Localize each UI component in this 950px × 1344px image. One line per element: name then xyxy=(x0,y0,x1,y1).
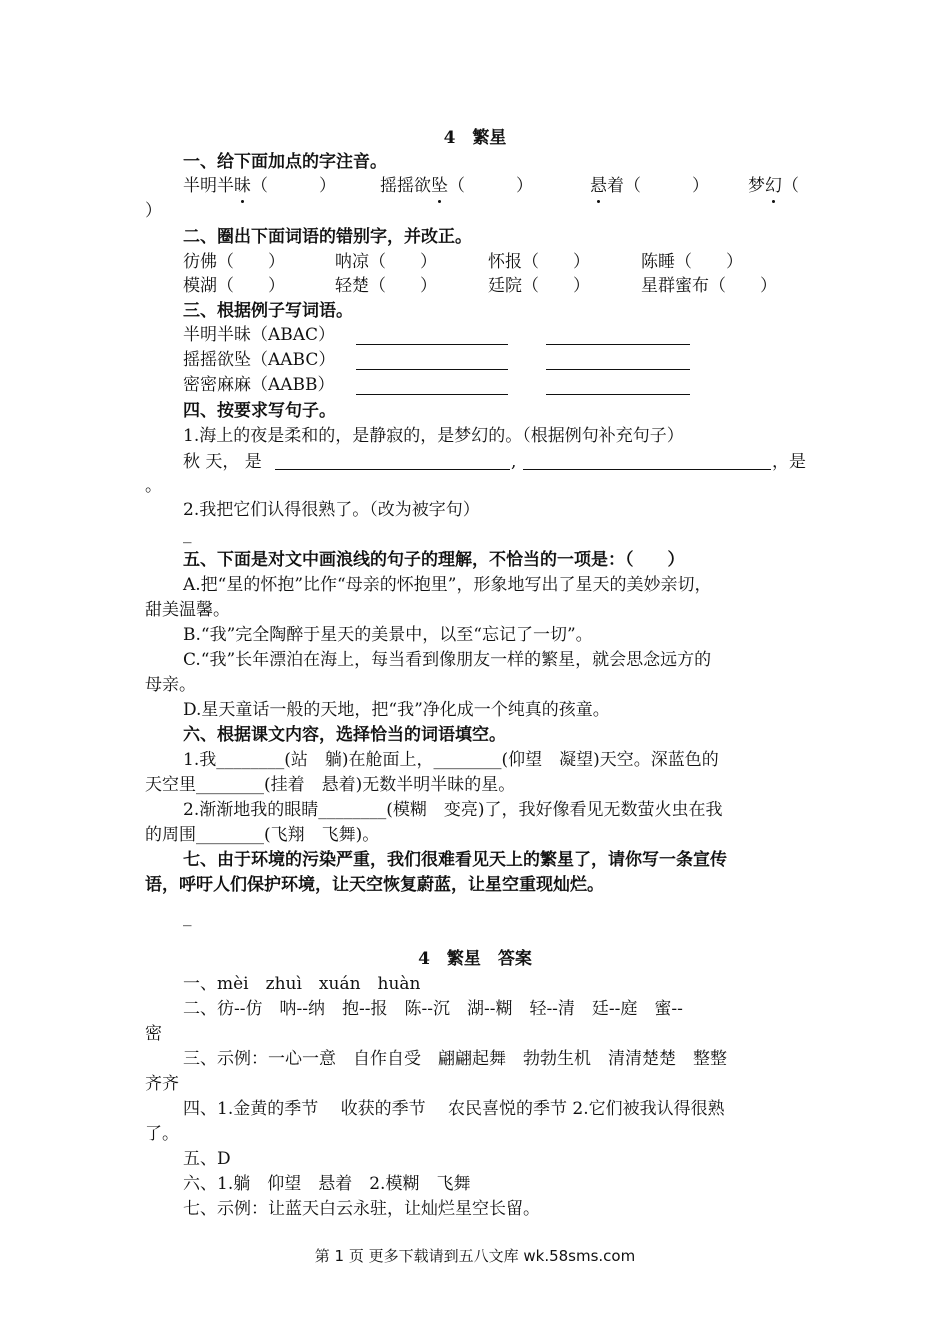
q2-item: 星群蜜布（ ） xyxy=(641,276,777,296)
q3-heading: 三、根据例子写词语。 xyxy=(183,301,353,321)
q7-heading-1: 七、由于环境的污染严重，我们很难看见天上的繁星了，请你写一条宣传 xyxy=(183,850,727,870)
answer-line[interactable] xyxy=(546,394,690,395)
q5-option-a-cont: 甜美温馨。 xyxy=(145,600,230,620)
q4-fill-end: 。 xyxy=(145,476,162,496)
q6-line-1: 1.我________(站 躺)在舱面上，________(仰望 凝望)天空。深蓝色的 xyxy=(183,750,719,770)
q1-word-3-text: 着 xyxy=(607,176,624,196)
q2-heading: 二、圈出下面词语的错别字，并改正。 xyxy=(183,227,472,247)
answer-line[interactable] xyxy=(356,344,508,345)
q4-blank[interactable]: _ xyxy=(183,524,192,544)
answer-3-cont: 齐齐 xyxy=(145,1074,179,1094)
q1-word-2-paren: （ ） xyxy=(448,176,533,196)
answer-1: 一、mèi zhuì xuán huàn xyxy=(183,974,421,994)
q4-fill-suffix: ，是 xyxy=(772,452,806,472)
q5-heading: 五、下面是对文中画浪线的句子的理解，不恰当的一项是：（ ） xyxy=(183,550,685,570)
answer-line[interactable] xyxy=(356,394,508,395)
q1-word-1-text: 半明半 xyxy=(183,176,234,196)
q4-sentence-2: 2.我把它们认得很熟了。（改为被字句） xyxy=(183,500,480,520)
q5-option-b[interactable]: B.“我”完全陶醉于星天的美景中，以至“忘记了一切”。 xyxy=(183,625,593,645)
answer-4-cont: 了。 xyxy=(145,1124,179,1144)
q1-wrap: ） xyxy=(145,201,162,221)
q7-heading-2: 语，呼吁人们保护环境，让天空恢复蔚蓝，让星空重现灿烂。 xyxy=(145,875,604,895)
q4-fill-prefix: 秋 天， 是 xyxy=(183,452,262,472)
answer-line[interactable] xyxy=(275,469,510,470)
answer-6: 六、1.躺 仰望 悬着 2.模糊 飞舞 xyxy=(183,1174,471,1194)
q4-heading: 四、按要求写句子。 xyxy=(183,401,336,421)
answer-line[interactable] xyxy=(546,369,690,370)
q5-option-c[interactable]: C.“我”长年漂泊在海上，每当看到像朋友一样的繁星，就会思念远方的 xyxy=(183,650,712,670)
q1-word-3-paren: （ ） xyxy=(624,176,709,196)
answer-2-cont: 密 xyxy=(145,1024,162,1044)
q1-word-1 xyxy=(183,174,336,198)
q1-word-2-text: 摇摇欲 xyxy=(380,176,431,196)
q5-option-a[interactable]: A.把“星的怀抱”比作“母亲的怀抱里”，形象地写出了星天的美妙亲切， xyxy=(183,575,712,595)
q4-fill-comma: , xyxy=(511,452,517,472)
page-title: 4 繁星 xyxy=(443,128,507,148)
answer-line[interactable] xyxy=(546,344,690,345)
q6-heading: 六、根据课文内容，选择恰当的词语填空。 xyxy=(183,725,506,745)
q6-line-2: 天空里________(挂着 悬着)无数半明半昧的星。 xyxy=(145,775,516,795)
q3-example: 密密麻麻（AABB） xyxy=(183,375,335,395)
answers-title: 4 繁星 答案 xyxy=(418,949,532,969)
q1-word-1-dotted: 昧 xyxy=(234,176,251,196)
q1-word-3-dotted: 悬 xyxy=(590,176,607,196)
answer-5: 五、D xyxy=(183,1149,231,1169)
q1-word-4-paren: （ xyxy=(782,176,799,196)
q1-word-2 xyxy=(380,174,533,198)
page-footer[interactable]: 第 1 页 更多下载请到五八文库 wk.58sms.com xyxy=(314,1247,636,1265)
q5-option-c-cont: 母亲。 xyxy=(145,675,196,695)
answer-line[interactable] xyxy=(356,369,508,370)
answer-line[interactable] xyxy=(523,469,771,470)
answer-2: 二、彷--仿 呐--纳 抱--报 陈--沉 湖--糊 轻--清 廷--庭 蜜-- xyxy=(183,999,683,1019)
answer-7: 七、示例：让蓝天白云永驻，让灿烂星空长留。 xyxy=(183,1199,540,1219)
q2-item: 呐凉（ ） xyxy=(335,252,437,272)
q2-item: 彷佛（ ） xyxy=(183,252,285,272)
q2-item: 模湖（ ） xyxy=(183,276,285,296)
q1-word-1-paren: （ ） xyxy=(251,176,336,196)
q1-word-2-dotted: 坠 xyxy=(431,176,448,196)
q6-line-4: 的周围________(飞翔 飞舞)。 xyxy=(145,825,380,845)
q5-option-d[interactable]: D.星天童话一般的天地，把“我”净化成一个纯真的孩童。 xyxy=(183,700,610,720)
answer-3: 三、示例：一心一意 自作自受 翩翩起舞 勃勃生机 清清楚楚 整整 xyxy=(183,1049,727,1069)
q7-blank[interactable]: _ xyxy=(183,907,192,927)
q6-line-3: 2.渐渐地我的眼睛________(模糊 变亮)了，我好像看见无数萤火虫在我 xyxy=(183,800,723,820)
answer-4: 四、1.金黄的季节 收获的季节 农民喜悦的季节 2.它们被我认得很熟 xyxy=(183,1099,725,1119)
q4-sentence-1: 1.海上的夜是柔和的，是静寂的，是梦幻的。（根据例句补充句子） xyxy=(183,426,684,446)
q2-item: 轻楚（ ） xyxy=(335,276,437,296)
q3-example: 半明半昧（ABAC） xyxy=(183,325,336,345)
q1-word-4 xyxy=(748,174,799,198)
q1-heading: 一、给下面加点的字注音。 xyxy=(183,152,387,172)
q2-item: 陈睡（ ） xyxy=(641,252,743,272)
q1-word-4-text: 梦 xyxy=(748,176,765,196)
q2-item: 怀报（ ） xyxy=(488,252,590,272)
q1-word-4-dotted: 幻 xyxy=(765,176,782,196)
q3-example: 摇摇欲坠（AABC） xyxy=(183,350,336,370)
q1-word-3 xyxy=(590,174,709,198)
q2-item: 廷院（ ） xyxy=(488,276,590,296)
